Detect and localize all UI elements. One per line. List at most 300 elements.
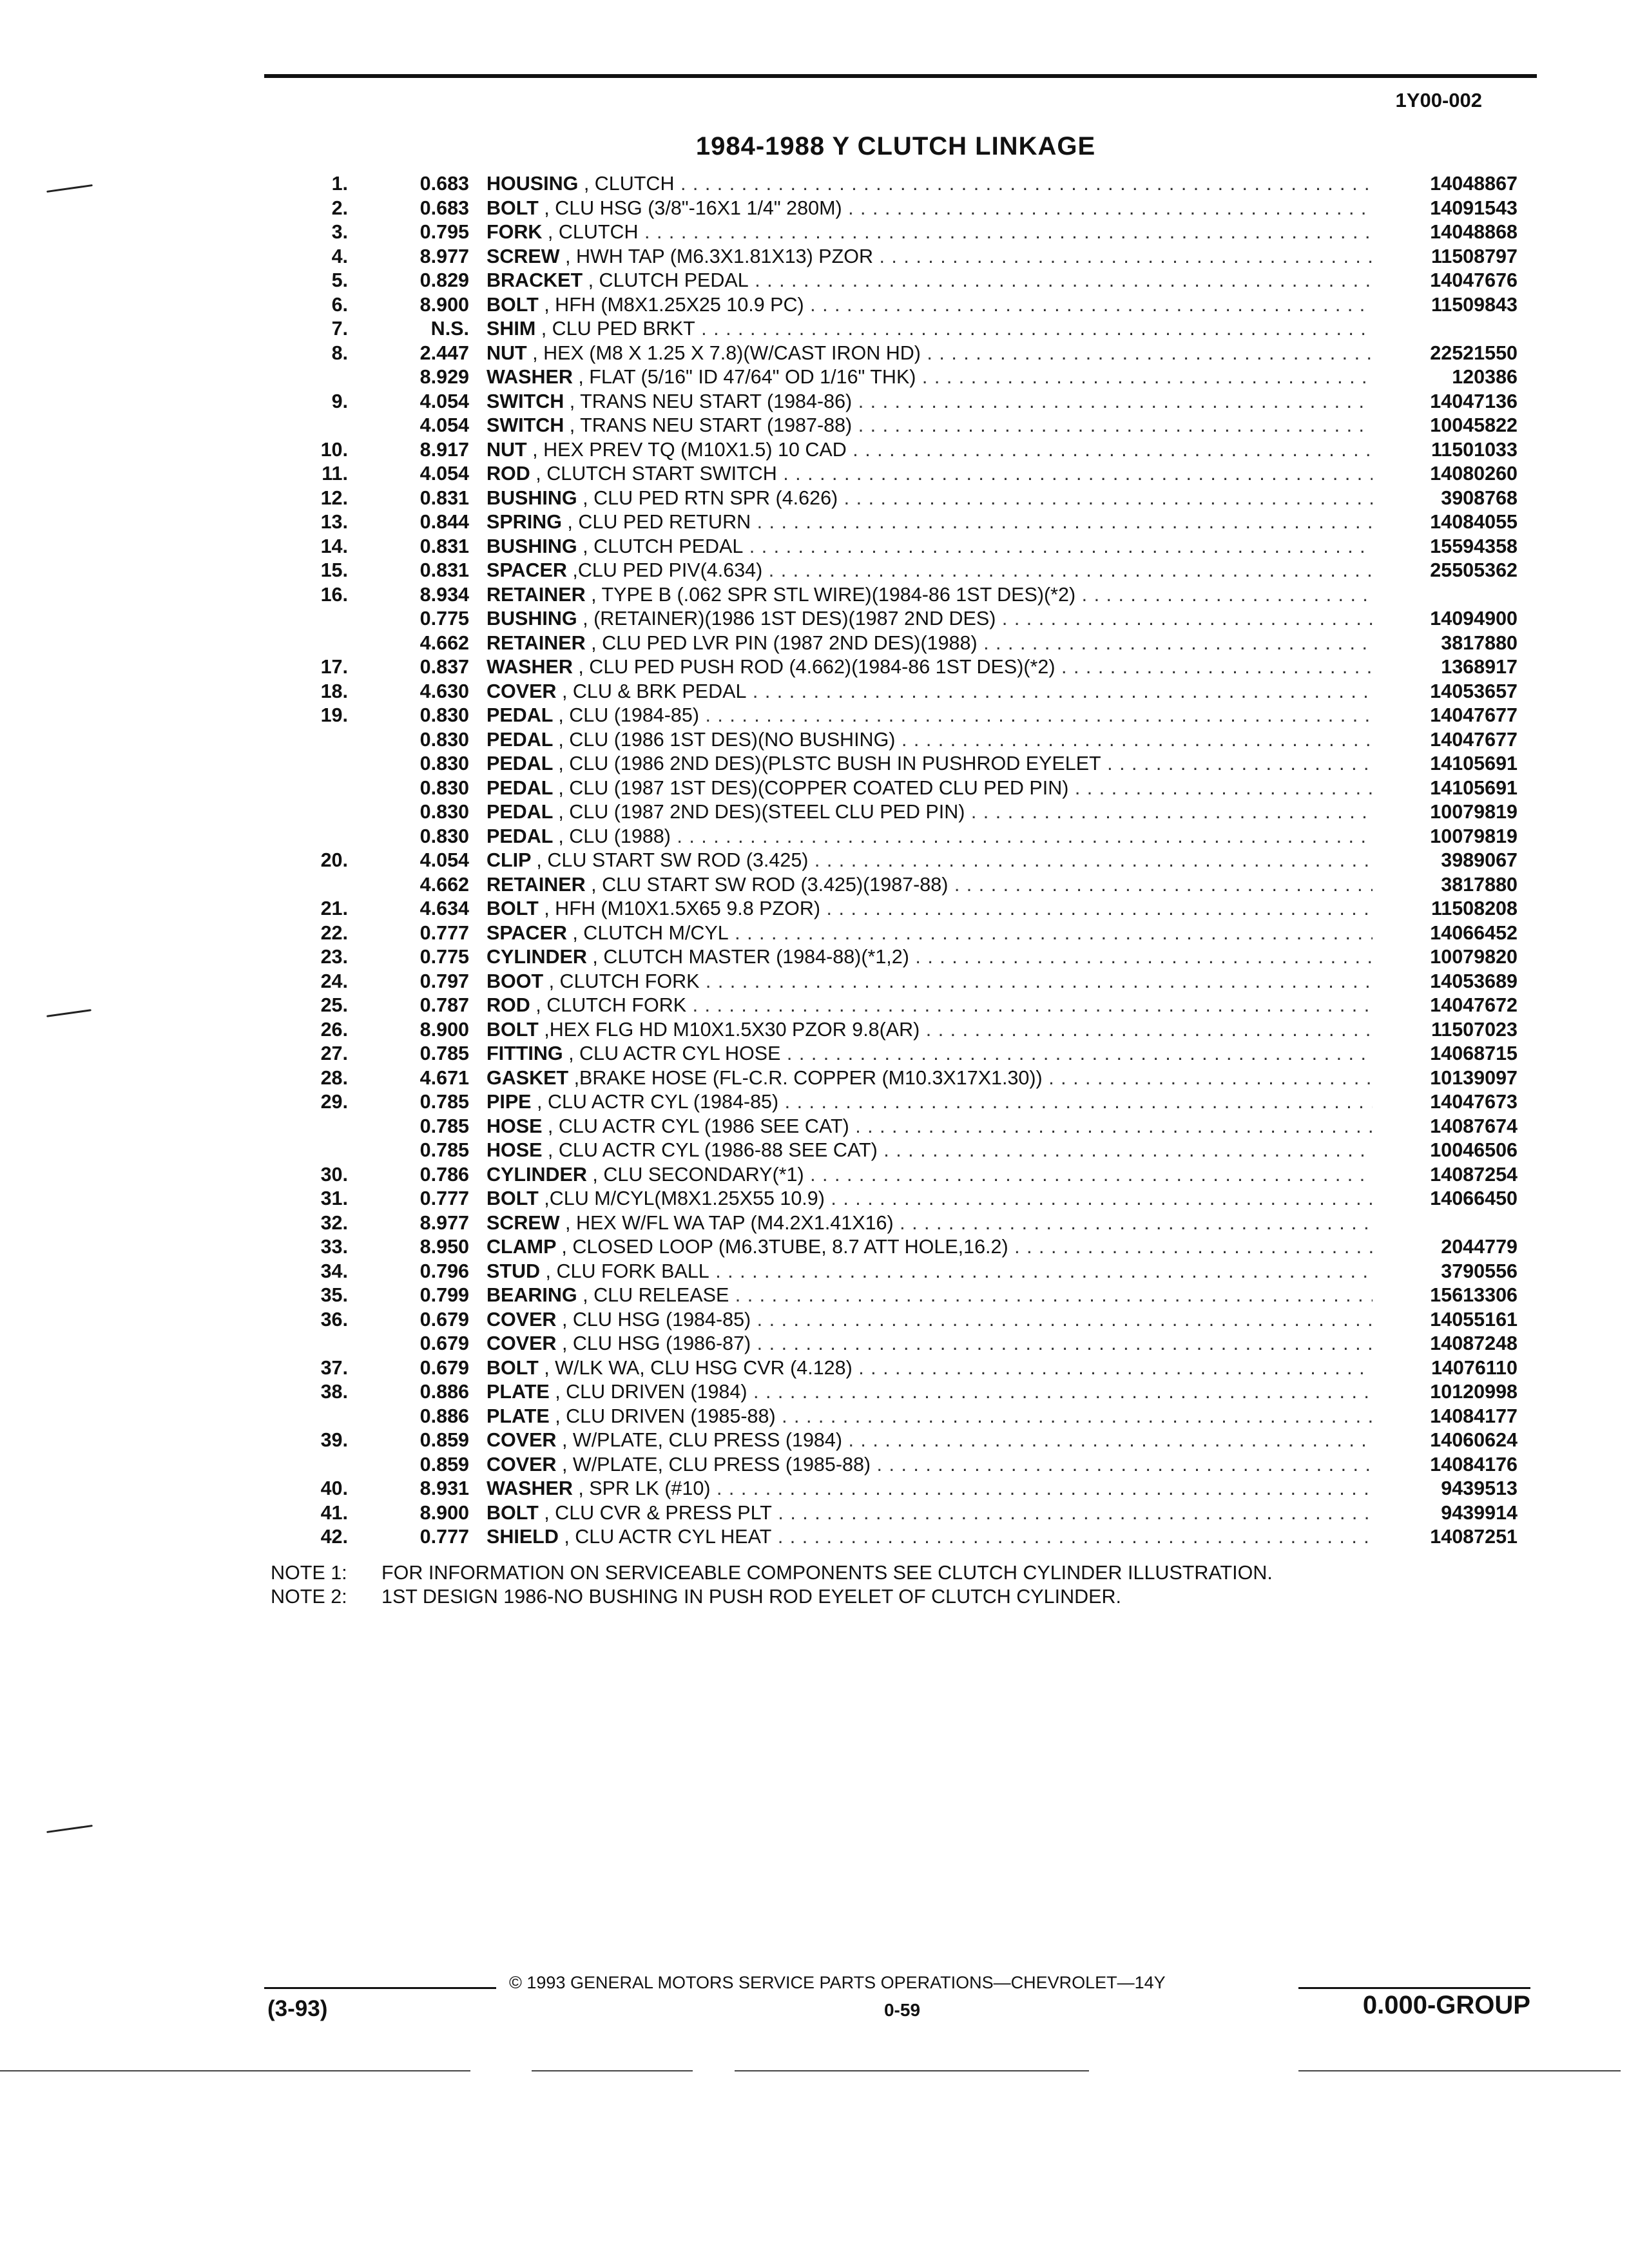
item-number: 22.	[320, 921, 348, 944]
part-description	[487, 414, 1373, 438]
item-number: 5.	[331, 269, 348, 291]
part-name: FORK	[487, 221, 543, 243]
part-row	[0, 680, 1629, 704]
part-number: 14080260	[1430, 463, 1518, 485]
item-number: 31.	[320, 1187, 348, 1209]
item-number: 20.	[320, 849, 348, 871]
part-number: 14047136	[1430, 390, 1518, 412]
part-row	[0, 317, 1629, 341]
part-number: 14068715	[1430, 1043, 1518, 1064]
group-number: 0.831	[419, 486, 469, 509]
part-detail: , CLUTCH FORK	[535, 994, 687, 1016]
part-row	[0, 1405, 1629, 1429]
part-description	[487, 1235, 1373, 1260]
part-number: 9439513	[1441, 1477, 1518, 1499]
part-description	[487, 486, 1373, 511]
scan-line	[735, 2070, 1057, 2071]
note-line	[271, 1561, 1273, 1585]
part-description	[487, 1090, 1373, 1115]
group-number: 0.679	[419, 1308, 469, 1331]
page-number: 0-59	[883, 2000, 921, 2020]
part-name: SWITCH	[487, 414, 564, 436]
group-number: 0.830	[419, 825, 469, 847]
part-row	[0, 1332, 1629, 1356]
part-description	[487, 197, 1373, 221]
part-name: SCREW	[487, 245, 560, 267]
part-detail: , CLU (1984-85)	[558, 704, 699, 726]
header-rule	[264, 74, 1537, 78]
group-number: 0.859	[419, 1429, 469, 1451]
binder-mark	[46, 1825, 93, 1833]
group-number: 0.785	[419, 1043, 469, 1064]
part-number: 22521550	[1430, 341, 1518, 364]
part-description	[487, 728, 1373, 753]
part-row	[0, 1356, 1629, 1381]
group-number: 4.054	[419, 414, 469, 436]
part-row	[0, 438, 1629, 463]
part-name: PEDAL	[487, 825, 553, 847]
part-row	[0, 873, 1629, 898]
part-detail: , CLU (1986 2ND DES)(PLSTC BUSH IN PUSHROD EYELET	[558, 753, 1101, 774]
part-row	[0, 269, 1629, 293]
part-number: 10045822	[1430, 414, 1518, 436]
part-name: COVER	[487, 680, 557, 702]
part-name: BEARING	[487, 1284, 577, 1306]
part-name: BOLT	[487, 898, 539, 919]
part-row	[0, 535, 1629, 559]
part-detail: , CLU PED BRKT	[541, 318, 695, 340]
part-number: 14087251	[1430, 1526, 1518, 1548]
group-number: 0.830	[419, 728, 469, 751]
part-description	[487, 776, 1373, 801]
part-name: BOOT	[487, 970, 544, 992]
part-description	[487, 1525, 1373, 1550]
part-name: RETAINER	[487, 631, 586, 654]
part-description	[487, 1405, 1373, 1429]
part-detail: , CLU PED RETURN	[567, 511, 751, 533]
part-description	[487, 1211, 1373, 1236]
item-number: 37.	[320, 1356, 348, 1379]
part-detail: , CLUTCH	[583, 173, 675, 195]
part-number: 120386	[1452, 366, 1518, 388]
group-number: 4.054	[419, 463, 469, 485]
part-detail: , HEX (M8 X 1.25 X 7.8)(W/CAST IRON HD)	[532, 341, 921, 364]
part-name: PIPE	[487, 1091, 532, 1113]
part-description	[487, 172, 1373, 197]
group-number: 2.447	[419, 341, 469, 364]
part-name: NUT	[487, 341, 527, 364]
part-number: 14047676	[1430, 269, 1518, 291]
part-number: 10079820	[1430, 946, 1518, 968]
part-number: 14047677	[1430, 704, 1518, 726]
group-number: 0.785	[419, 1139, 469, 1161]
part-description	[487, 535, 1373, 559]
item-number: 25.	[320, 994, 348, 1016]
part-detail: , HEX PREV TQ (M10X1.5) 10 CAD	[532, 438, 847, 461]
part-row	[0, 728, 1629, 753]
part-row	[0, 776, 1629, 801]
part-number: 14053657	[1430, 680, 1518, 702]
part-description	[487, 1187, 1373, 1211]
item-number: 38.	[320, 1381, 348, 1403]
part-row	[0, 220, 1629, 245]
part-name: SCREW	[487, 1211, 560, 1234]
item-number: 24.	[320, 970, 348, 992]
part-row	[0, 414, 1629, 438]
item-number: 14.	[320, 535, 348, 557]
part-number: 14060624	[1430, 1429, 1518, 1451]
part-number: 14076110	[1431, 1356, 1518, 1379]
part-number: 11508208	[1431, 898, 1518, 919]
note-label: NOTE 2:	[271, 1586, 347, 1608]
item-number: 35.	[320, 1284, 348, 1306]
part-description	[487, 1163, 1373, 1187]
part-row	[0, 462, 1629, 486]
part-name: BOLT	[487, 197, 539, 219]
part-number: 14053689	[1430, 970, 1518, 992]
group-number: 4.662	[419, 873, 469, 896]
part-detail: , CLU (1988)	[558, 825, 671, 847]
item-number: 28.	[320, 1066, 348, 1089]
group-number: 4.054	[419, 390, 469, 412]
part-row	[0, 486, 1629, 511]
part-name: PLATE	[487, 1381, 550, 1403]
part-detail: , CLUTCH FORK	[548, 970, 700, 992]
part-detail: ,CLU M/CYL(M8X1.25X55 10.9)	[544, 1187, 825, 1209]
part-number: 3908768	[1441, 486, 1518, 509]
part-number: 14094900	[1430, 608, 1518, 629]
group-number: 0.831	[419, 559, 469, 581]
part-detail: , CLU (1987 2ND DES)(STEEL CLU PED PIN)	[558, 801, 965, 823]
part-detail: , HWH TAP (M6.3X1.81X13) PZOR	[565, 245, 873, 267]
part-description	[487, 245, 1373, 269]
document-code: 1Y00-002	[1395, 89, 1482, 111]
part-detail: , CLU HSG (1986-87)	[561, 1332, 751, 1354]
group-number: 0.795	[419, 221, 469, 243]
part-detail: , HFH (M10X1.5X65 9.8 PZOR)	[544, 898, 821, 919]
item-number: 13.	[320, 511, 348, 533]
item-number: 29.	[320, 1091, 348, 1113]
group-number: 0.679	[419, 1332, 469, 1354]
group-number: 8.900	[419, 293, 469, 316]
part-detail: , W/LK WA, CLU HSG CVR (4.128)	[544, 1356, 853, 1379]
part-description	[487, 1501, 1373, 1526]
part-number: 15594358	[1430, 535, 1518, 557]
part-description	[487, 1453, 1373, 1477]
part-row	[0, 1115, 1629, 1139]
group-number: 0.787	[419, 994, 469, 1016]
part-name: BUSHING	[487, 486, 577, 509]
part-description	[487, 1332, 1373, 1356]
group-number: 4.634	[419, 898, 469, 919]
part-detail: , CLU ACTR CYL (1986 SEE CAT)	[547, 1115, 849, 1137]
group-number: 0.786	[419, 1163, 469, 1186]
part-name: CYLINDER	[487, 1163, 587, 1186]
part-number: 14087254	[1430, 1163, 1518, 1186]
part-name: BOLT	[487, 1356, 539, 1379]
item-number: 42.	[320, 1526, 348, 1548]
part-number: 9439914	[1441, 1501, 1518, 1524]
part-name: BUSHING	[487, 608, 577, 629]
part-number: 3989067	[1441, 849, 1518, 871]
part-description	[487, 1308, 1373, 1332]
part-row	[0, 655, 1629, 680]
group-number: 8.917	[419, 438, 469, 461]
part-row	[0, 293, 1629, 318]
part-number: 10079819	[1430, 801, 1518, 823]
part-name: HOSE	[487, 1139, 543, 1161]
part-row	[0, 945, 1629, 970]
part-number: 14066452	[1430, 921, 1518, 944]
part-row	[0, 1018, 1629, 1043]
group-number: 0.837	[419, 656, 469, 678]
part-row	[0, 921, 1629, 946]
group-number: 0.797	[419, 970, 469, 992]
part-name: RETAINER	[487, 583, 586, 606]
group-number: 8.977	[419, 245, 469, 267]
group-number: 8.900	[419, 1018, 469, 1041]
part-description	[487, 970, 1373, 994]
part-description	[487, 607, 1373, 631]
part-description	[487, 704, 1373, 728]
part-detail: ,BRAKE HOSE (FL-C.R. COPPER (M10.3X17X1.30))	[574, 1066, 1043, 1089]
part-row	[0, 1525, 1629, 1550]
group-number: 4.630	[419, 680, 469, 702]
part-number: 14087674	[1430, 1115, 1518, 1137]
part-row	[0, 1187, 1629, 1211]
part-name: PEDAL	[487, 704, 553, 726]
part-detail: , CLU (1986 1ST DES)(NO BUSHING)	[558, 728, 896, 751]
part-row	[0, 1042, 1629, 1066]
part-row	[0, 631, 1629, 656]
part-name: PEDAL	[487, 801, 553, 823]
group-number: 0.886	[419, 1405, 469, 1427]
part-row	[0, 1283, 1629, 1308]
group-number: 0.785	[419, 1115, 469, 1137]
group-number: 0.799	[419, 1284, 469, 1306]
group-number: 8.950	[419, 1236, 469, 1258]
part-description	[487, 341, 1373, 366]
part-description	[487, 317, 1373, 341]
part-row	[0, 1308, 1629, 1332]
part-name: BOLT	[487, 1501, 539, 1524]
part-detail: , CLU DRIVEN (1985-88)	[555, 1405, 776, 1427]
item-number: 39.	[320, 1429, 348, 1451]
item-number: 2.	[331, 197, 348, 219]
item-number: 23.	[320, 946, 348, 968]
part-number: 3817880	[1441, 873, 1518, 896]
group-number: 0.679	[419, 1356, 469, 1379]
note-label: NOTE 1:	[271, 1562, 347, 1584]
item-number: 16.	[320, 583, 348, 606]
part-row	[0, 1380, 1629, 1405]
item-number: 30.	[320, 1163, 348, 1186]
item-number: 1.	[331, 173, 348, 195]
part-description	[487, 1066, 1373, 1091]
part-row	[0, 994, 1629, 1018]
part-detail: , CLU (1987 1ST DES)(COPPER COATED CLU PED PIN)	[558, 776, 1069, 799]
item-number: 27.	[320, 1043, 348, 1064]
group-number: 4.054	[419, 849, 469, 871]
group-number: 8.934	[419, 583, 469, 606]
part-description	[487, 849, 1373, 873]
note-line	[271, 1585, 1273, 1609]
group-number: 0.830	[419, 753, 469, 774]
group-number: 0.777	[419, 1526, 469, 1548]
part-name: ROD	[487, 463, 530, 485]
part-detail: , W/PLATE, CLU PRESS (1985-88)	[561, 1453, 871, 1475]
item-number: 36.	[320, 1308, 348, 1331]
part-name: SPACER	[487, 559, 567, 581]
part-name: FITTING	[487, 1043, 563, 1064]
part-description	[487, 1356, 1373, 1381]
part-row	[0, 704, 1629, 728]
part-detail: , CLU DRIVEN (1984)	[555, 1381, 747, 1403]
part-row	[0, 849, 1629, 873]
part-detail: , CLU HSG (3/8"-16X1 1/4" 280M)	[544, 197, 842, 219]
part-detail: , TYPE B (.062 SPR STL WIRE)(1984-86 1ST DES)(*2)	[591, 583, 1076, 606]
part-description	[487, 583, 1373, 608]
part-number: 11508797	[1431, 245, 1518, 267]
part-number: 14084177	[1430, 1405, 1518, 1427]
part-detail: , TRANS NEU START (1987-88)	[569, 414, 853, 436]
part-row	[0, 800, 1629, 825]
part-detail: , HEX W/FL WA TAP (M4.2X1.41X16)	[565, 1211, 894, 1234]
part-number: 14105691	[1430, 753, 1518, 774]
item-number: 9.	[331, 390, 348, 412]
part-name: COVER	[487, 1308, 557, 1331]
part-description	[487, 220, 1373, 245]
group-number: 0.844	[419, 511, 469, 533]
part-description	[487, 438, 1373, 463]
part-detail: , CLU START SW ROD (3.425)	[536, 849, 809, 871]
scan-line	[1298, 2070, 1621, 2071]
part-row	[0, 197, 1629, 221]
group-number: 0.785	[419, 1091, 469, 1113]
part-row	[0, 583, 1629, 608]
group-number: 0.831	[419, 535, 469, 557]
part-row	[0, 559, 1629, 583]
part-description	[487, 873, 1373, 898]
item-number: 11.	[322, 463, 348, 485]
part-number: 14047672	[1430, 994, 1518, 1016]
part-name: HOUSING	[487, 173, 579, 195]
part-detail: , CLU PED PUSH ROD (4.662)(1984-86 1ST DES)(*2)	[578, 656, 1055, 678]
part-number: 10079819	[1430, 825, 1518, 847]
part-name: WASHER	[487, 656, 573, 678]
notes	[271, 1561, 1273, 1609]
note-text: FOR INFORMATION ON SERVICEABLE COMPONENTS SEE CLUTCH CYLINDER ILLUSTRATION.	[381, 1562, 1273, 1584]
part-number: 1368917	[1441, 656, 1518, 678]
part-description	[487, 800, 1373, 825]
part-detail: , CLUTCH	[547, 221, 639, 243]
part-row	[0, 1453, 1629, 1477]
part-name: SHIELD	[487, 1526, 559, 1548]
part-description	[487, 631, 1373, 656]
part-name: SHIM	[487, 318, 536, 340]
part-name: NUT	[487, 438, 527, 461]
part-number: 11501033	[1431, 438, 1518, 461]
part-name: BOLT	[487, 293, 539, 316]
part-detail: , CLU PED LVR PIN (1987 2ND DES)(1988)	[591, 631, 978, 654]
part-description	[487, 921, 1373, 946]
part-name: SPACER	[487, 921, 567, 944]
part-detail: , CLUTCH MASTER (1984-88)(*1,2)	[592, 946, 909, 968]
part-name: PLATE	[487, 1405, 550, 1427]
page-title: 1984-1988 Y CLUTCH LINKAGE	[695, 132, 1096, 160]
part-number: 10120998	[1430, 1381, 1518, 1403]
item-number: 7.	[331, 318, 348, 340]
part-name: HOSE	[487, 1115, 543, 1137]
part-number: 10046506	[1430, 1139, 1518, 1161]
part-detail: , CLU SECONDARY(*1)	[592, 1163, 804, 1186]
part-row	[0, 510, 1629, 535]
part-number: 11509843	[1431, 293, 1518, 316]
part-row	[0, 1139, 1629, 1163]
part-description	[487, 825, 1373, 849]
part-row	[0, 1211, 1629, 1236]
part-row	[0, 1235, 1629, 1260]
part-number: 3790556	[1441, 1260, 1518, 1282]
part-detail: , CLUTCH PEDAL	[588, 269, 749, 291]
part-name: SWITCH	[487, 390, 564, 412]
group-number: 8.977	[419, 1211, 469, 1234]
part-row	[0, 1163, 1629, 1187]
part-number: 15613306	[1430, 1284, 1518, 1306]
part-detail: , SPR LK (#10)	[578, 1477, 711, 1499]
part-detail: , CLU FORK BALL	[545, 1260, 709, 1282]
part-number: 10139097	[1430, 1066, 1518, 1089]
group-number: 0.777	[419, 1187, 469, 1209]
part-number: 11507023	[1431, 1018, 1518, 1041]
part-name: PEDAL	[487, 728, 553, 751]
item-number: 18.	[320, 680, 348, 702]
part-row	[0, 897, 1629, 921]
scan-line	[1050, 2070, 1089, 2071]
part-detail: , CLU RELEASE	[583, 1284, 729, 1306]
group-number: 0.775	[419, 608, 469, 629]
part-name: CYLINDER	[487, 946, 587, 968]
item-number: 12.	[320, 486, 348, 509]
item-number: 40.	[320, 1477, 348, 1499]
part-name: PEDAL	[487, 753, 553, 774]
group-number: 8.900	[419, 1501, 469, 1524]
part-detail: , HFH (M8X1.25X25 10.9 PC)	[544, 293, 804, 316]
part-row	[0, 365, 1629, 390]
part-row	[0, 1090, 1629, 1115]
part-description	[487, 945, 1373, 970]
group-number: 0.777	[419, 921, 469, 944]
item-number: 6.	[331, 293, 348, 316]
part-description	[487, 1428, 1373, 1453]
part-number: 25505362	[1430, 559, 1518, 581]
part-row	[0, 390, 1629, 414]
item-number: 33.	[320, 1236, 348, 1258]
part-name: STUD	[487, 1260, 541, 1282]
part-name: BOLT	[487, 1018, 539, 1041]
part-row	[0, 752, 1629, 776]
group-number: N.S.	[430, 318, 469, 340]
part-number: 3817880	[1441, 631, 1518, 654]
part-row	[0, 245, 1629, 269]
part-description	[487, 1283, 1373, 1308]
group-number: 0.796	[419, 1260, 469, 1282]
part-number: 14055161	[1430, 1308, 1518, 1331]
part-name: COVER	[487, 1453, 557, 1475]
part-detail: , (RETAINER)(1986 1ST DES)(1987 2ND DES)	[583, 608, 996, 629]
part-row	[0, 1260, 1629, 1284]
part-description	[487, 390, 1373, 414]
